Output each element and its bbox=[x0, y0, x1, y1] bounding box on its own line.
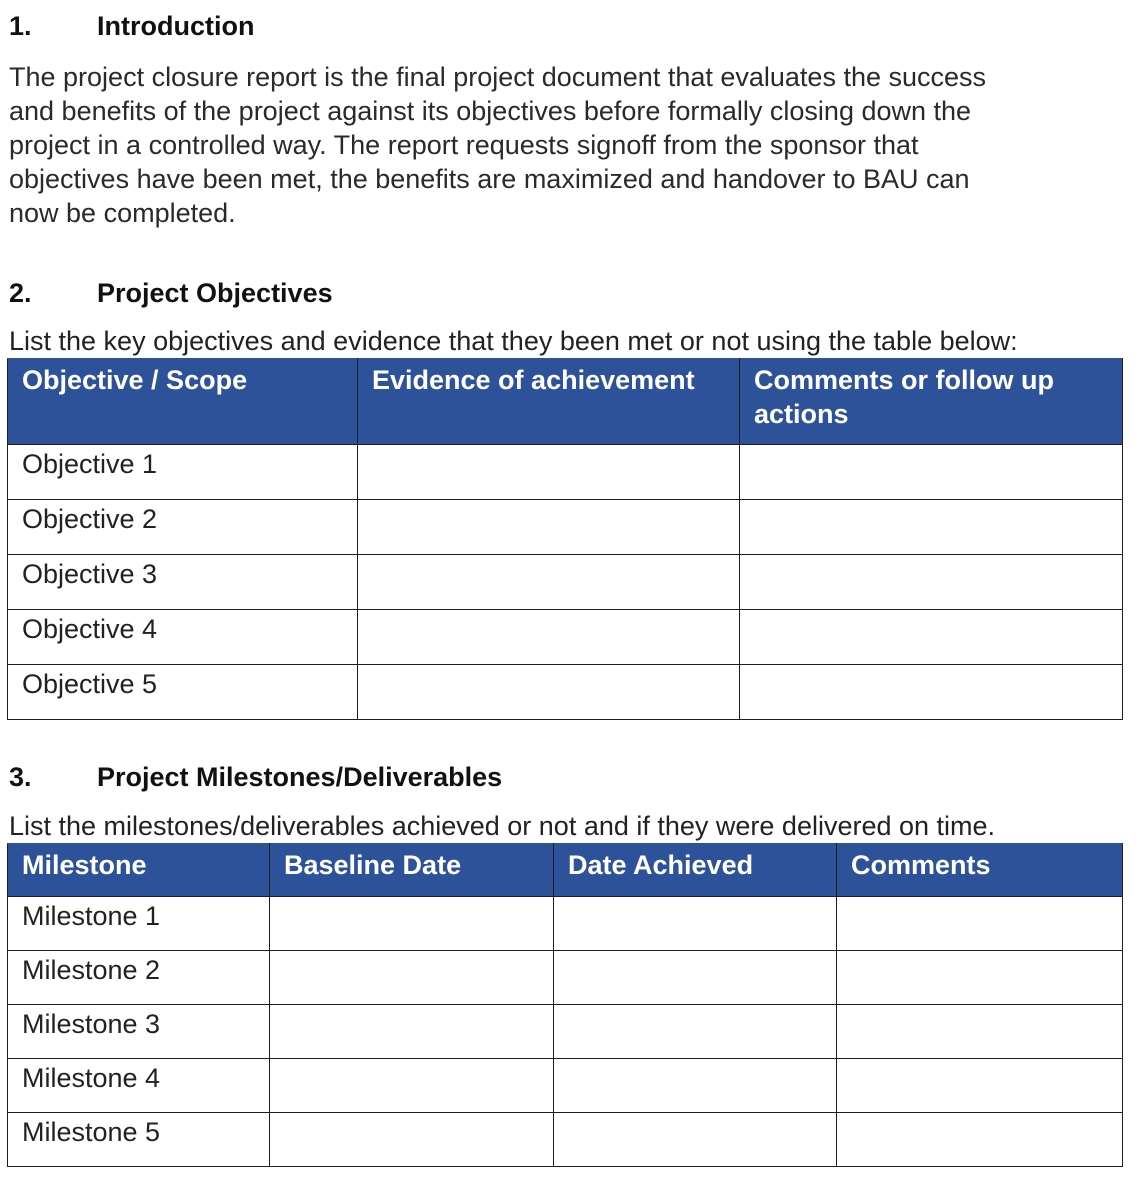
comments-cell[interactable] bbox=[837, 1059, 1123, 1113]
objective-cell[interactable]: Objective 1 bbox=[8, 445, 358, 500]
comments-cell[interactable] bbox=[740, 555, 1123, 610]
section-heading-introduction bbox=[9, 11, 254, 42]
table-row bbox=[8, 951, 1123, 1005]
baseline-date-cell[interactable] bbox=[270, 951, 554, 1005]
section-number: 3. bbox=[9, 762, 32, 792]
date-achieved-cell[interactable] bbox=[554, 897, 837, 951]
table-row bbox=[8, 445, 1123, 500]
column-header-milestone: Milestone bbox=[8, 844, 270, 897]
evidence-cell[interactable] bbox=[358, 665, 740, 720]
objectives-instruction: List the key objectives and evidence that they been met or not using the table below: bbox=[9, 326, 1018, 356]
column-header-comments: Comments bbox=[837, 844, 1123, 897]
evidence-cell[interactable] bbox=[358, 610, 740, 665]
paragraph-line: objectives have been met, the benefits are maximized and handover to BAU can bbox=[9, 164, 970, 194]
section-number: 1. bbox=[9, 11, 32, 41]
comments-cell[interactable] bbox=[837, 897, 1123, 951]
column-header-evidence: Evidence of achievement bbox=[358, 359, 740, 445]
objective-cell[interactable]: Objective 5 bbox=[8, 665, 358, 720]
objective-cell[interactable]: Objective 2 bbox=[8, 500, 358, 555]
section-title: Project Milestones/Deliverables bbox=[97, 762, 503, 792]
baseline-date-cell[interactable] bbox=[270, 897, 554, 951]
comments-cell[interactable] bbox=[740, 610, 1123, 665]
evidence-cell[interactable] bbox=[358, 500, 740, 555]
section-title: Project Objectives bbox=[97, 278, 333, 308]
table-row bbox=[8, 1005, 1123, 1059]
milestone-cell[interactable]: Milestone 5 bbox=[8, 1113, 270, 1167]
table-row bbox=[8, 500, 1123, 555]
evidence-cell[interactable] bbox=[358, 555, 740, 610]
comments-cell[interactable] bbox=[837, 1005, 1123, 1059]
table-header-row bbox=[8, 359, 1123, 445]
table-row bbox=[8, 1113, 1123, 1167]
milestone-cell[interactable]: Milestone 3 bbox=[8, 1005, 270, 1059]
column-header-baseline-date: Baseline Date bbox=[270, 844, 554, 897]
evidence-cell[interactable] bbox=[358, 445, 740, 500]
table-row bbox=[8, 610, 1123, 665]
baseline-date-cell[interactable] bbox=[270, 1005, 554, 1059]
comments-cell[interactable] bbox=[837, 951, 1123, 1005]
section-heading-milestones bbox=[9, 762, 502, 793]
date-achieved-cell[interactable] bbox=[554, 1113, 837, 1167]
paragraph-line: now be completed. bbox=[9, 198, 236, 228]
table-row bbox=[8, 1059, 1123, 1113]
table-row bbox=[8, 555, 1123, 610]
comments-cell[interactable] bbox=[740, 500, 1123, 555]
section-heading-objectives bbox=[9, 278, 333, 309]
comments-cell[interactable] bbox=[740, 445, 1123, 500]
introduction-paragraph bbox=[9, 60, 1119, 230]
section-title: Introduction bbox=[97, 11, 255, 41]
objective-cell[interactable]: Objective 4 bbox=[8, 610, 358, 665]
table-row bbox=[8, 665, 1123, 720]
milestone-cell[interactable]: Milestone 2 bbox=[8, 951, 270, 1005]
milestone-cell[interactable]: Milestone 1 bbox=[8, 897, 270, 951]
milestones-instruction: List the milestones/deliverables achieved or not and if they were delivered on time. bbox=[9, 811, 996, 841]
objective-cell[interactable]: Objective 3 bbox=[8, 555, 358, 610]
objectives-table bbox=[7, 358, 1123, 720]
column-header-comments: Comments or follow up actions bbox=[740, 359, 1123, 445]
paragraph-line: The project closure report is the final project document that evaluates the success bbox=[9, 62, 987, 92]
paragraph-line: project in a controlled way. The report requests signoff from the sponsor that bbox=[9, 130, 919, 160]
milestone-cell[interactable]: Milestone 4 bbox=[8, 1059, 270, 1113]
section-number: 2. bbox=[9, 278, 32, 308]
comments-cell[interactable] bbox=[837, 1113, 1123, 1167]
column-header-objective-scope: Objective / Scope bbox=[8, 359, 358, 445]
date-achieved-cell[interactable] bbox=[554, 1005, 837, 1059]
milestones-table bbox=[7, 843, 1123, 1167]
comments-cell[interactable] bbox=[740, 665, 1123, 720]
baseline-date-cell[interactable] bbox=[270, 1113, 554, 1167]
paragraph-line: and benefits of the project against its objectives before formally closing down the bbox=[9, 96, 972, 126]
table-header-row bbox=[8, 844, 1123, 897]
date-achieved-cell[interactable] bbox=[554, 951, 837, 1005]
table-row bbox=[8, 897, 1123, 951]
column-header-date-achieved: Date Achieved bbox=[554, 844, 837, 897]
baseline-date-cell[interactable] bbox=[270, 1059, 554, 1113]
date-achieved-cell[interactable] bbox=[554, 1059, 837, 1113]
